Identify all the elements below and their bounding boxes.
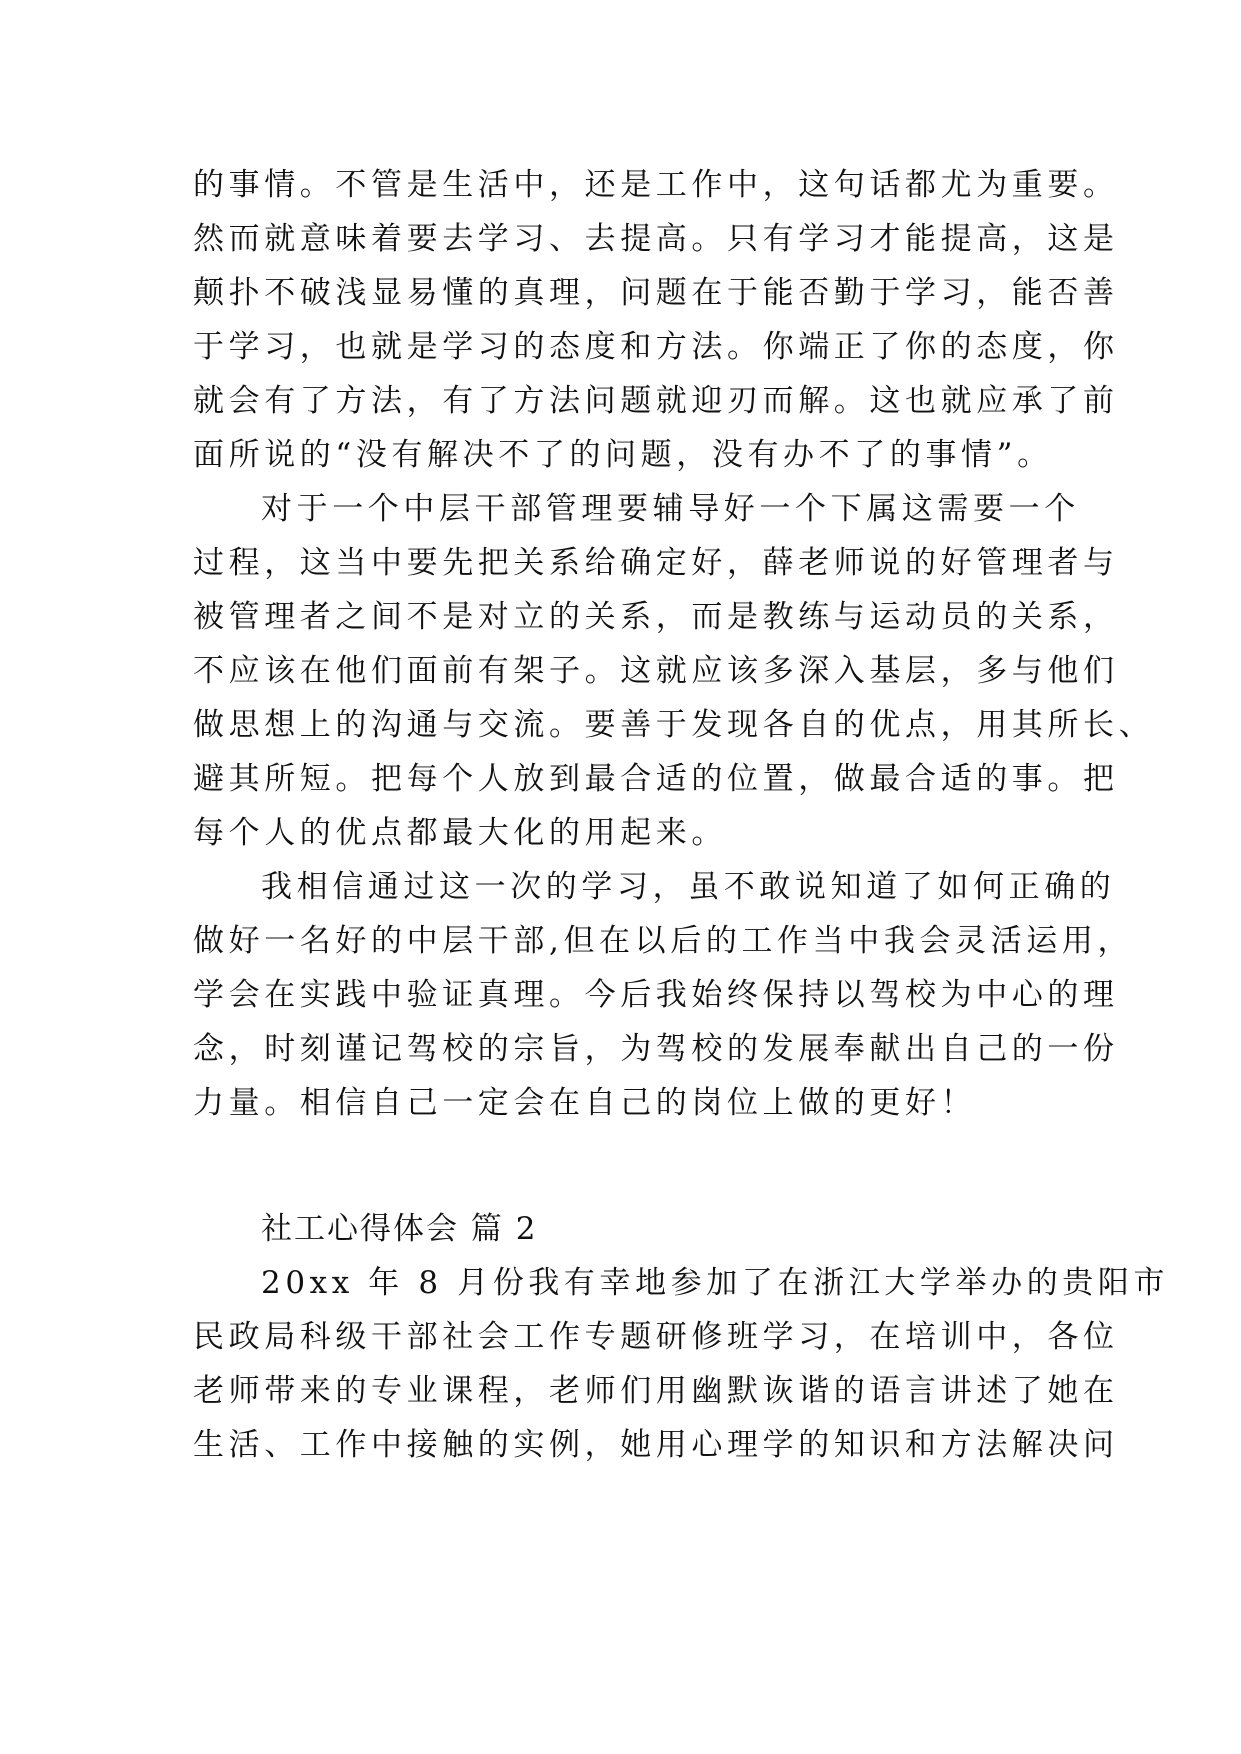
text-line: 的事情。不管是生活中，还是工作中，这句话都尤为重要。 [193,167,1119,203]
text-line: 面所说的“没有解决不了的问题，没有办不了的事情”。 [193,437,1053,473]
section-heading: 社工心得体会 篇 2 [261,1211,538,1247]
text-line: 学会在实践中验证真理。今后我始终保持以驾校为中心的理 [193,977,1119,1013]
text-line: 不应该在他们面前有架子。这就应该多深入基层，多与他们 [193,653,1119,689]
text-line: 对于一个中层干部管理要辅导好一个下属这需要一个 [261,491,1080,527]
text-line: 就会有了方法，有了方法问题就迎刃而解。这也就应承了前 [193,383,1119,419]
text-line: 生活、工作中接触的实例，她用心理学的知识和方法解决问 [193,1427,1119,1463]
text-line: 做思想上的沟通与交流。要善于发现各自的优点，用其所长、 [193,707,1155,743]
text-line: 避其所短。把每个人放到最合适的位置，做最合适的事。把 [193,761,1119,797]
paragraph [193,1256,1170,1472]
text-line: 我相信通过这一次的学习，虽不敢说知道了如何正确的 [261,869,1116,905]
document-body [193,158,1170,1472]
text-line: 念，时刻谨记驾校的宗旨，为驾校的发展奉献出自己的一份 [193,1031,1119,1067]
text-line: 做好一名好的中层干部,但在以后的工作当中我会灵活运用， [193,923,1134,959]
paragraph [193,482,1155,860]
text-line: 于学习，也就是学习的态度和方法。你端正了你的态度，你 [193,329,1119,365]
text-line: 然而就意味着要去学习、去提高。只有学习才能提高，这是 [193,221,1119,257]
text-line: 每个人的优点都最大化的用起来。 [193,815,727,851]
text-line: 颠扑不破浅显易懂的真理，问题在于能否勤于学习，能否善 [193,275,1119,311]
text-line: 民政局科级干部社会工作专题研修班学习，在培训中，各位 [193,1319,1119,1355]
paragraph [193,860,1134,1130]
paragraph [193,158,1119,482]
text-line: 力量。相信自己一定会在自己的岗位上做的更好！ [193,1085,977,1121]
text-line: 被管理者之间不是对立的关系，而是教练与运动员的关系， [193,599,1119,635]
text-line: 过程，这当中要先把关系给确定好，薛老师说的好管理者与 [193,545,1119,581]
section-spacer [193,1130,1053,1202]
text-line: 20xx 年 8 月份我有幸地参加了在浙江大学举办的贵阳市 [261,1265,1170,1301]
text-line: 老师带来的专业课程，老师们用幽默诙谐的语言讲述了她在 [193,1373,1119,1409]
